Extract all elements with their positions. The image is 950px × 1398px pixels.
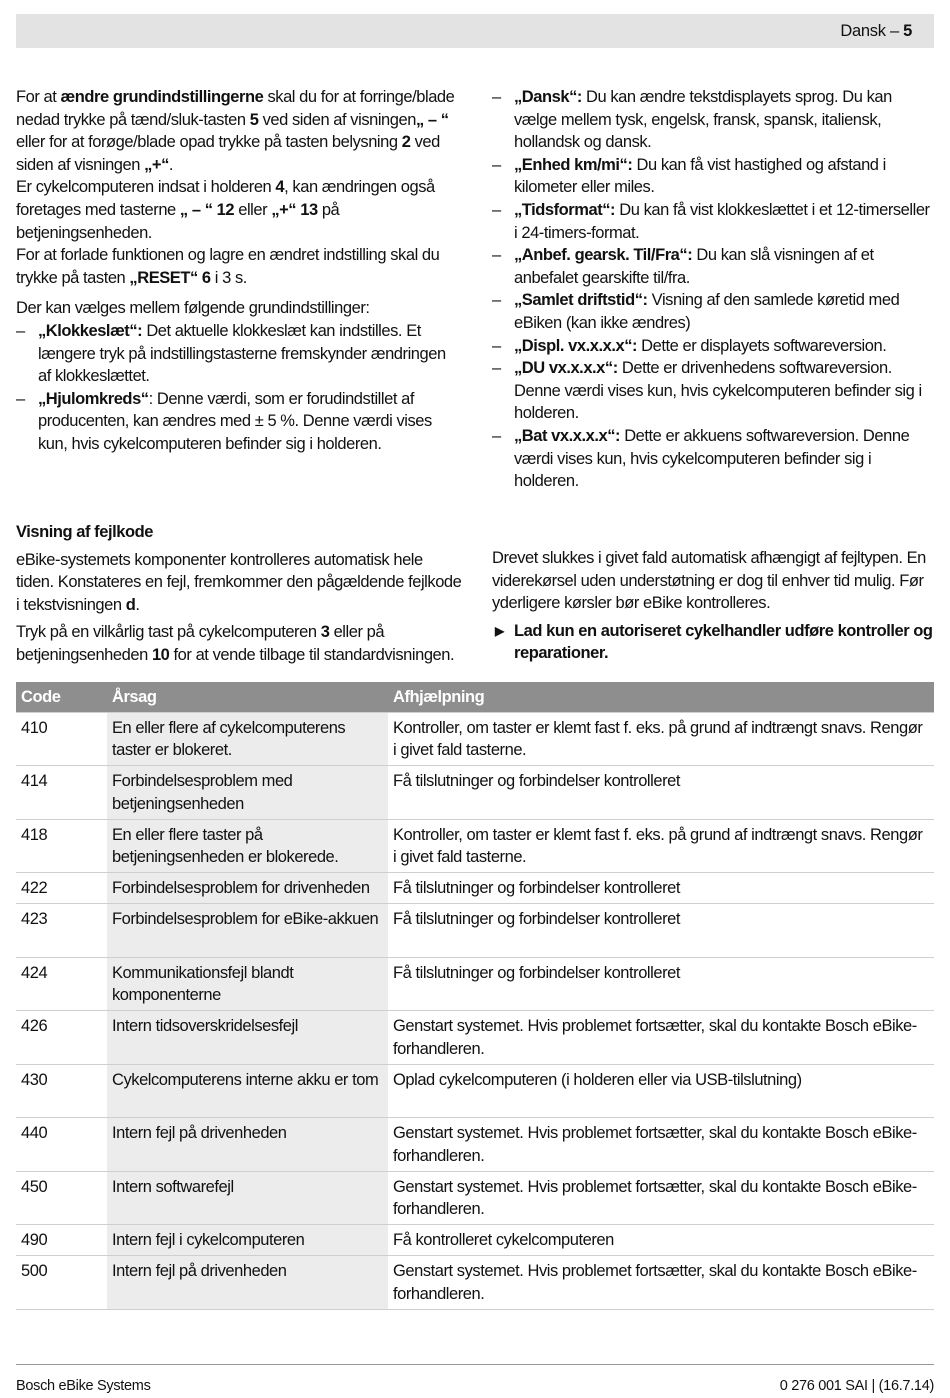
table-row bbox=[16, 1118, 934, 1172]
table-header-row bbox=[16, 682, 934, 712]
cell-code: 490 bbox=[16, 1225, 107, 1256]
table-row bbox=[16, 904, 934, 958]
error-paragraph-2: Tryk på en vilkårlig tast på cykelcomputeren 3 eller på betjeningsenheden 10 for at vende tilbage til standardvisningen. bbox=[16, 623, 455, 664]
left-column-settings bbox=[16, 86, 462, 456]
holder-paragraph: Er cykelcomputeren indsat i holderen 4, kan ændringen også foretages med tasterne „ – “ 12 eller „+“ 13 på betjeningsenheden. bbox=[16, 178, 435, 242]
cell-cause: Cykelcomputerens interne akku er tom bbox=[107, 1064, 388, 1118]
cell-remedy: Få kontrolleret cykelcomputeren bbox=[388, 1225, 934, 1256]
table-row bbox=[16, 957, 934, 1011]
warning-text: Lad kun en autoriseret cykelhandler udføre kontroller og reparationer. bbox=[514, 621, 933, 663]
list-item: – „Samlet driftstid“: Visning af den samlede køretid med eBiken (kan ikke ændres) bbox=[492, 291, 900, 332]
cell-cause: Kommunikationsfejl blandt komponenterne bbox=[107, 957, 388, 1011]
cell-code: 500 bbox=[16, 1256, 107, 1310]
list-item: – „Bat vx.x.x.x“: Dette er akkuens softwareversion. Denne værdi vises kun, hvis cykelcomputeren befinder sig i holderen. bbox=[492, 426, 910, 491]
cell-cause: Intern softwarefejl bbox=[107, 1171, 388, 1225]
cell-code: 430 bbox=[16, 1064, 107, 1118]
table-row bbox=[16, 873, 934, 904]
cell-remedy: Oplad cykelcomputeren (i holderen eller via USB-tilslutning) bbox=[388, 1064, 934, 1118]
table-row bbox=[16, 1225, 934, 1256]
table-row bbox=[16, 1064, 934, 1118]
cell-remedy: Få tilslutninger og forbindelser kontrolleret bbox=[388, 766, 934, 820]
page-header bbox=[16, 14, 934, 48]
header-language: Dansk bbox=[840, 22, 886, 40]
cell-remedy: Få tilslutninger og forbindelser kontrolleret bbox=[388, 957, 934, 1011]
footer-divider bbox=[16, 1364, 934, 1365]
error-paragraph-1: eBike-systemets komponenter kontrolleres automatisk hele tiden. Konstateres en fejl, fremkommer den pågældende fejlkode i tekstvisningen d. bbox=[16, 550, 462, 614]
leave-paragraph: For at forlade funktionen og lagre en ændret indstilling skal du trykke på tasten „RESET“ 6 i 3 s. bbox=[16, 246, 440, 287]
warning-item bbox=[492, 620, 936, 665]
list-item: – „Hjulomkreds“: Denne værdi, som er forudindstillet af producenten, kan ændres med ± 5 %. Denne værdi vises kun, hvis cykelcomputeren befinder sig i holderen. bbox=[16, 389, 432, 453]
list-item: – „Klokkeslæt“: Det aktuelle klokkeslæt kan indstilles. Et længere tryk på indstillingstasterne fremskynder ændringen af klokkeslættet. bbox=[16, 321, 446, 386]
intro-paragraph: For at ændre grundindstillingerne skal du for at forringe/blade nedad trykke på tænd/sluk-tasten 5 ved siden af visningen„ – “ eller for at forøge/blade opad trykke på tasten belysning 2 ved siden af visningen „+“. bbox=[16, 88, 455, 174]
error-paragraph-3: Drevet slukkes i givet fald automatisk afhængigt af fejltypen. En viderekørsel uden understøtning er dog til enhver tid mulig. Før yderligere kørsler bør eBike kontrolleres. bbox=[492, 549, 926, 613]
cell-remedy: Genstart systemet. Hvis problemet fortsætter, skal du kontakte Bosch eBike-forhandleren. bbox=[388, 1118, 934, 1172]
list-item: – „Displ. vx.x.x.x“: Dette er displayets softwareversion. bbox=[492, 336, 887, 355]
table-row bbox=[16, 766, 934, 820]
cell-cause: Intern fejl på drivenheden bbox=[107, 1118, 388, 1172]
table-row bbox=[16, 1256, 934, 1310]
column-header-cause: Årsag bbox=[107, 682, 388, 712]
cell-cause: En eller flere af cykelcomputerens taster er blokeret. bbox=[107, 712, 388, 766]
section-heading: Visning af fejlkode bbox=[16, 523, 153, 541]
column-header-remedy: Afhjælpning bbox=[388, 682, 934, 712]
cell-code: 422 bbox=[16, 873, 107, 904]
cell-remedy: Kontroller, om taster er klemt fast f. eks. på grund af indtrængt snavs. Rengør i givet fald tasterne. bbox=[388, 712, 934, 766]
footer-document-id: 0 276 001 SAI | (16.7.14) bbox=[779, 1378, 934, 1394]
error-section-right bbox=[492, 547, 936, 665]
footer-publisher: Bosch eBike Systems bbox=[16, 1378, 151, 1394]
error-section-left bbox=[16, 521, 462, 667]
cell-remedy: Kontroller, om taster er klemt fast f. eks. på grund af indtrængt snavs. Rengør i givet fald tasterne. bbox=[388, 819, 934, 873]
cell-code: 418 bbox=[16, 819, 107, 873]
arrow-right-icon: ▶ bbox=[495, 623, 504, 638]
table-row bbox=[16, 1011, 934, 1065]
page-number: 5 bbox=[903, 22, 912, 40]
cell-cause: En eller flere taster på betjeningsenheden er blokerede. bbox=[107, 819, 388, 873]
right-column-settings bbox=[492, 86, 936, 493]
table-row bbox=[16, 1171, 934, 1225]
cell-remedy: Genstart systemet. Hvis problemet fortsætter, skal du kontakte Bosch eBike-forhandleren. bbox=[388, 1256, 934, 1310]
cell-code: 423 bbox=[16, 904, 107, 958]
cell-cause: Intern fejl i cykelcomputeren bbox=[107, 1225, 388, 1256]
list-item: – „Anbef. gearsk. Til/Fra“: Du kan slå visningen af et anbefalet gearskifte til/fra. bbox=[492, 246, 874, 287]
cell-cause: Forbindelsesproblem for drivenheden bbox=[107, 873, 388, 904]
column-header-code: Code bbox=[16, 682, 107, 712]
cell-remedy: Få tilslutninger og forbindelser kontrolleret bbox=[388, 873, 934, 904]
header-label bbox=[840, 22, 912, 41]
header-separator: – bbox=[885, 22, 904, 40]
cell-cause: Intern fejl på drivenheden bbox=[107, 1256, 388, 1310]
cell-remedy: Få tilslutninger og forbindelser kontrolleret bbox=[388, 904, 934, 958]
list-item: – „Dansk“: Du kan ændre tekstdisplayets sprog. Du kan vælge mellem tysk, engelsk, fransk, spansk, italiensk, hollandsk og dansk. bbox=[492, 88, 892, 152]
error-code-table bbox=[16, 682, 934, 1310]
cell-code: 426 bbox=[16, 1011, 107, 1065]
cell-code: 414 bbox=[16, 766, 107, 820]
cell-cause: Forbindelsesproblem for eBike-akkuen bbox=[107, 904, 388, 958]
cell-cause: Intern tidsoverskridelsesfejl bbox=[107, 1011, 388, 1065]
cell-code: 450 bbox=[16, 1171, 107, 1225]
cell-remedy: Genstart systemet. Hvis problemet fortsætter, skal du kontakte Bosch eBike-forhandleren. bbox=[388, 1011, 934, 1065]
cell-code: 424 bbox=[16, 957, 107, 1011]
choose-paragraph: Der kan vælges mellem følgende grundindstillinger: bbox=[16, 299, 370, 318]
table-row bbox=[16, 712, 934, 766]
list-item: – „Enhed km/mi“: Du kan få vist hastighed og afstand i kilometer eller miles. bbox=[492, 155, 886, 197]
cell-cause: Forbindelsesproblem med betjeningsenheden bbox=[107, 766, 388, 820]
cell-code: 440 bbox=[16, 1118, 107, 1172]
list-item: – „Tidsformat“: Du kan få vist klokkeslættet i et 12-timerseller i 24-timers-format. bbox=[492, 200, 930, 242]
cell-remedy: Genstart systemet. Hvis problemet fortsætter, skal du kontakte Bosch eBike-forhandleren. bbox=[388, 1171, 934, 1225]
list-item: – „DU vx.x.x.x“: Dette er drivenhedens softwareversion. Denne værdi vises kun, hvis cykelcomputeren befinder sig i holderen. bbox=[492, 359, 922, 423]
cell-code: 410 bbox=[16, 712, 107, 766]
table-row bbox=[16, 819, 934, 873]
